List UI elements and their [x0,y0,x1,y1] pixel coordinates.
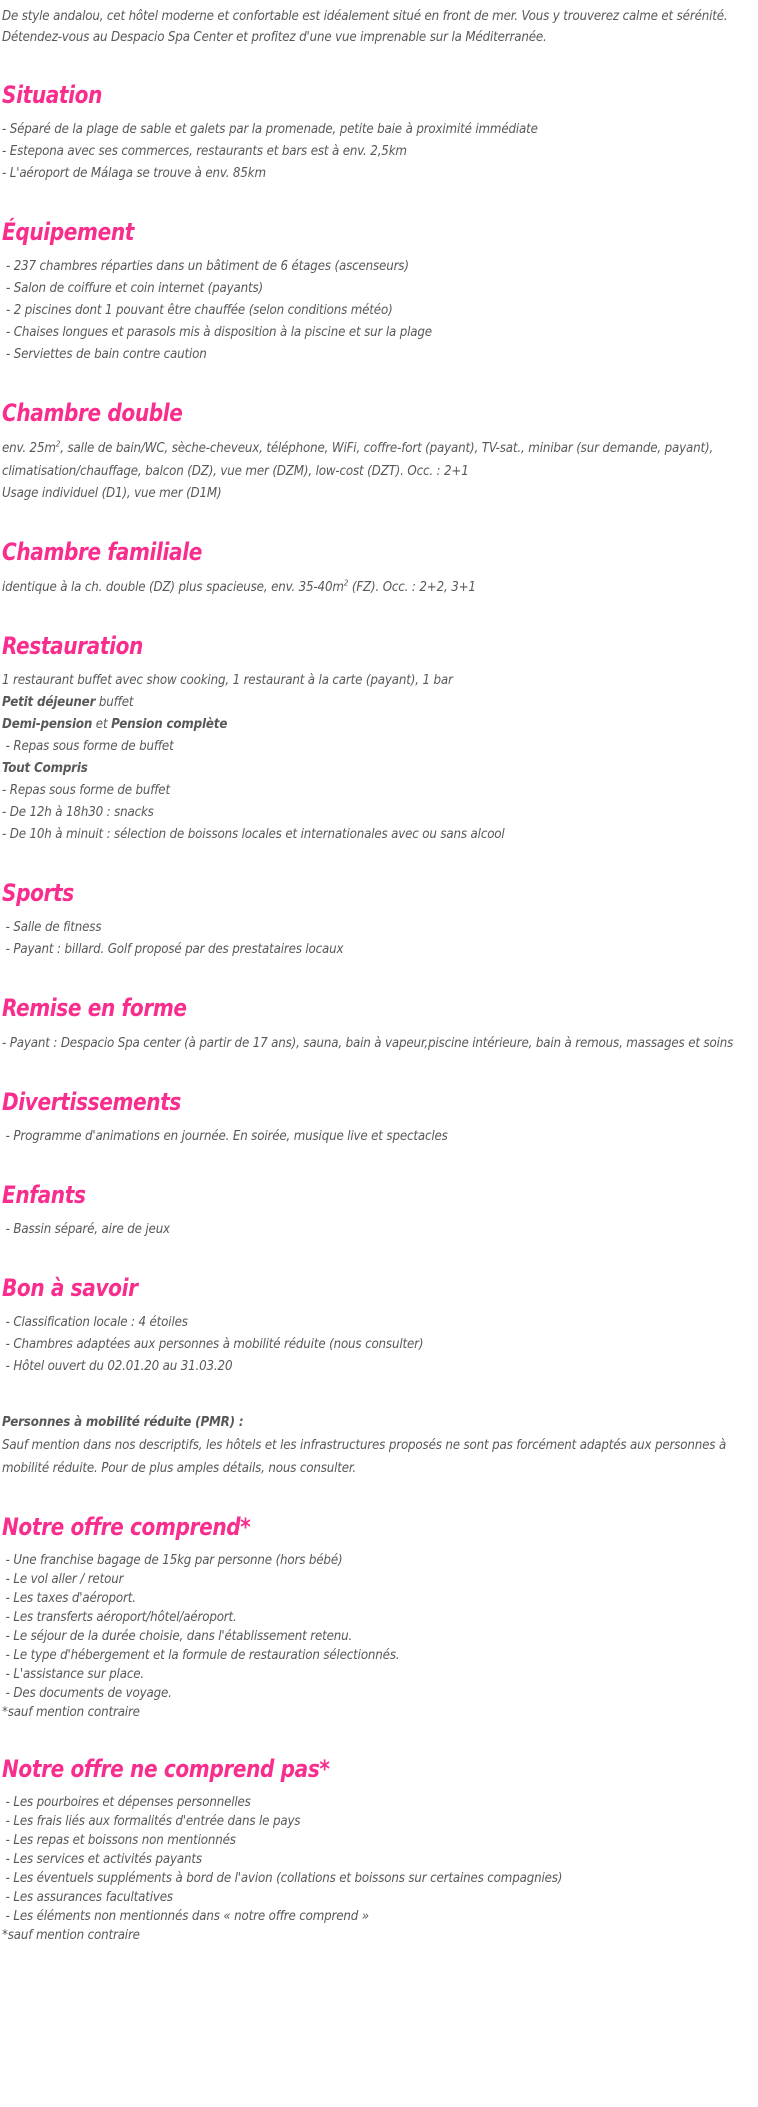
label-tout-compris: Tout Compris [2,761,88,776]
section-equipement [2,219,756,366]
spacer [2,846,756,880]
spacer [2,565,756,576]
section-restauration [2,633,756,846]
section-enfants [2,1182,756,1241]
label-petit-dejeuner: Petit déjeuner [2,695,96,710]
restauration-pension [2,714,756,736]
spacer [2,1241,756,1275]
restauration-tout-compris [2,758,756,780]
spacer [2,1480,756,1514]
list-item: - Hôtel ouvert du 02.01.20 au 31.03.20 [2,1359,233,1374]
remise-en-forme-description: - Payant : Despacio Spa center (à partir de 17 ans), sauna, bain à vapeur,piscine intérieure, bain à remous, massages et soins [2,1036,734,1051]
spacer [2,1540,756,1551]
list-item: - Les repas et boissons non mentionnés [2,1833,236,1848]
section-title-chambre-familiale: Chambre familiale [2,538,202,566]
spacer [2,1115,756,1126]
list-item: - Les éléments non mentionnés dans « notre offre comprend » [2,1909,369,1924]
intro-paragraph: De style andalou, cet hôtel moderne et confortable est idéalement situé en front de mer. Vous y trouverez calme et sérénité. Détendez-vous au Despacio Spa Center et profitez d'une vue imprenable sur la Méditerranée. [2,9,728,45]
footnote: *sauf mention contraire [2,1705,140,1720]
spacer [2,1782,756,1793]
list-item: - Une franchise bagage de 15kg par personne (hors bébé) [2,1553,343,1568]
section-sports [2,880,756,961]
list-item: - De 12h à 18h30 : snacks [2,805,154,820]
list-item: - Le vol aller / retour [2,1572,124,1587]
spacer [2,659,756,670]
label-pension-complete: Pension complète [111,717,228,732]
list-item: - De 10h à minuit : sélection de boissons locales et internationales avec ou sans alcool [2,827,505,842]
chambre-double-usage: Usage individuel (D1), vue mer (D1M) [2,486,222,501]
list-item: - Salon de coiffure et coin internet (payants) [6,281,263,296]
section-title-enfants: Enfants [2,1181,86,1209]
superscript-unit: 2 [343,577,349,588]
section-title-bon-a-savoir: Bon à savoir [2,1274,138,1302]
conjunction: et [92,717,112,732]
list-item: - Les éventuels suppléments à bord de l'avion (collations et boissons sur certaines compagnies) [2,1871,563,1886]
list-item: - Repas sous forme de buffet [2,783,170,798]
restauration-line-1: 1 restaurant buffet avec show cooking, 1 restaurant à la carte (payant), 1 bar [2,673,453,688]
hotel-description-document [0,6,758,1945]
spacer [2,1148,756,1182]
section-pmr [2,1412,756,1480]
list-item: - Séparé de la plage de sable et galets par la promenade, petite baie à proximité immédiate [2,122,538,137]
spacer [2,108,756,119]
list-item: - Les frais liés aux formalités d'entrée dans le pays [2,1814,301,1829]
section-bon-a-savoir [2,1275,756,1378]
pmr-heading: Personnes à mobilité réduite (PMR) : [2,1415,244,1430]
spacer [2,1055,756,1089]
label-demi-pension: Demi-pension [2,717,93,732]
spacer [2,245,756,256]
section-title-equipement: Équipement [2,218,135,246]
spacer [2,1722,756,1756]
spacer [2,185,756,219]
section-title-sports: Sports [2,879,74,907]
spacer [2,1021,756,1032]
section-title-offre-comprend: Notre offre comprend* [2,1513,251,1541]
section-title-offre-ne-comprend-pas: Notre offre ne comprend pas* [2,1755,330,1783]
value-petit-dejeuner: buffet [95,695,134,710]
spacer [2,426,756,437]
list-item: - Le type d'hébergement et la formule de restauration sélectionnés. [2,1648,400,1663]
superscript-unit: 2 [55,438,61,449]
chambre-familiale-description [2,576,748,599]
spacer [2,1208,756,1219]
section-title-divertissements: Divertissements [2,1088,182,1116]
footnote: *sauf mention contraire [2,1928,140,1943]
section-title-restauration: Restauration [2,632,143,660]
list-item: - L'aéroport de Málaga se trouve à env. 85km [2,166,266,181]
desc-text-pre: identique à la ch. double (DZ) plus spacieuse, env. 35-40m [2,580,344,595]
list-item: - 2 piscines dont 1 pouvant être chauffée (selon conditions météo) [6,303,393,318]
list-item: - Salle de fitness [2,920,102,935]
list-item: - Payant : billard. Golf proposé par des prestataires locaux [2,942,344,957]
section-offre-ne-comprend-pas [2,1756,756,1945]
spacer [2,1378,756,1412]
list-item: - Des documents de voyage. [2,1686,172,1701]
restauration-breakfast [2,692,756,714]
list-item: - Les taxes d'aéroport. [2,1591,136,1606]
spacer [2,366,756,400]
list-item: - Bassin séparé, aire de jeux [2,1222,170,1237]
section-title-chambre-double: Chambre double [2,399,183,427]
chambre-double-description [2,437,748,483]
section-situation [2,82,756,185]
spacer [2,1301,756,1312]
list-item: - Les pourboires et dépenses personnelles [2,1795,251,1810]
list-item: - Les transferts aéroport/hôtel/aéroport. [2,1610,237,1625]
list-item: - 237 chambres réparties dans un bâtiment de 6 étages (ascenseurs) [6,259,409,274]
spacer [2,48,756,82]
section-title-remise-en-forme: Remise en forme [2,994,187,1022]
section-chambre-familiale [2,539,756,599]
section-chambre-double [2,400,756,505]
restauration-pension-detail: - Repas sous forme de buffet [2,739,174,754]
spacer [2,599,756,633]
list-item: - Estepona avec ses commerces, restaurants et bars est à env. 2,5km [2,144,407,159]
list-item: - Chaises longues et parasols mis à disposition à la piscine et sur la plage [6,325,432,340]
list-item: - Le séjour de la durée choisie, dans l'établissement retenu. [2,1629,353,1644]
section-title-situation: Situation [2,81,103,109]
list-item: - Classification locale : 4 étoiles [2,1315,188,1330]
list-item: - Programme d'animations en journée. En soirée, musique live et spectacles [2,1129,448,1144]
spacer [2,961,756,995]
list-item: - Les services et activités payants [2,1852,202,1867]
spacer [2,906,756,917]
list-item: - Chambres adaptées aux personnes à mobilité réduite (nous consulter) [2,1337,424,1352]
list-item: - Serviettes de bain contre caution [6,347,207,362]
list-item: - Les assurances facultatives [2,1890,173,1905]
spacer [2,505,756,539]
section-offre-comprend [2,1514,756,1722]
list-item: - L'assistance sur place. [2,1667,144,1682]
desc-text-post: , salle de bain/WC, sèche-cheveux, téléphone, WiFi, coffre-fort (payant), TV-sat., minibar (sur demande, payant), climatisation/chauffage, balcon (DZ), vue mer (DZM), low-cost (DZT). Occ. : 2+1 [2,441,714,479]
pmr-paragraph: Sauf mention dans nos descriptifs, les hôtels et les infrastructures proposés ne sont pas forcément adaptés aux personnes à mobilité réduite. Pour de plus amples détails, nous consulter. [2,1438,727,1476]
desc-text-pre: env. 25m [2,441,56,456]
section-remise-en-forme [2,995,756,1055]
section-divertissements [2,1089,756,1148]
desc-text-post: (FZ). Occ. : 2+2, 3+1 [348,580,476,595]
